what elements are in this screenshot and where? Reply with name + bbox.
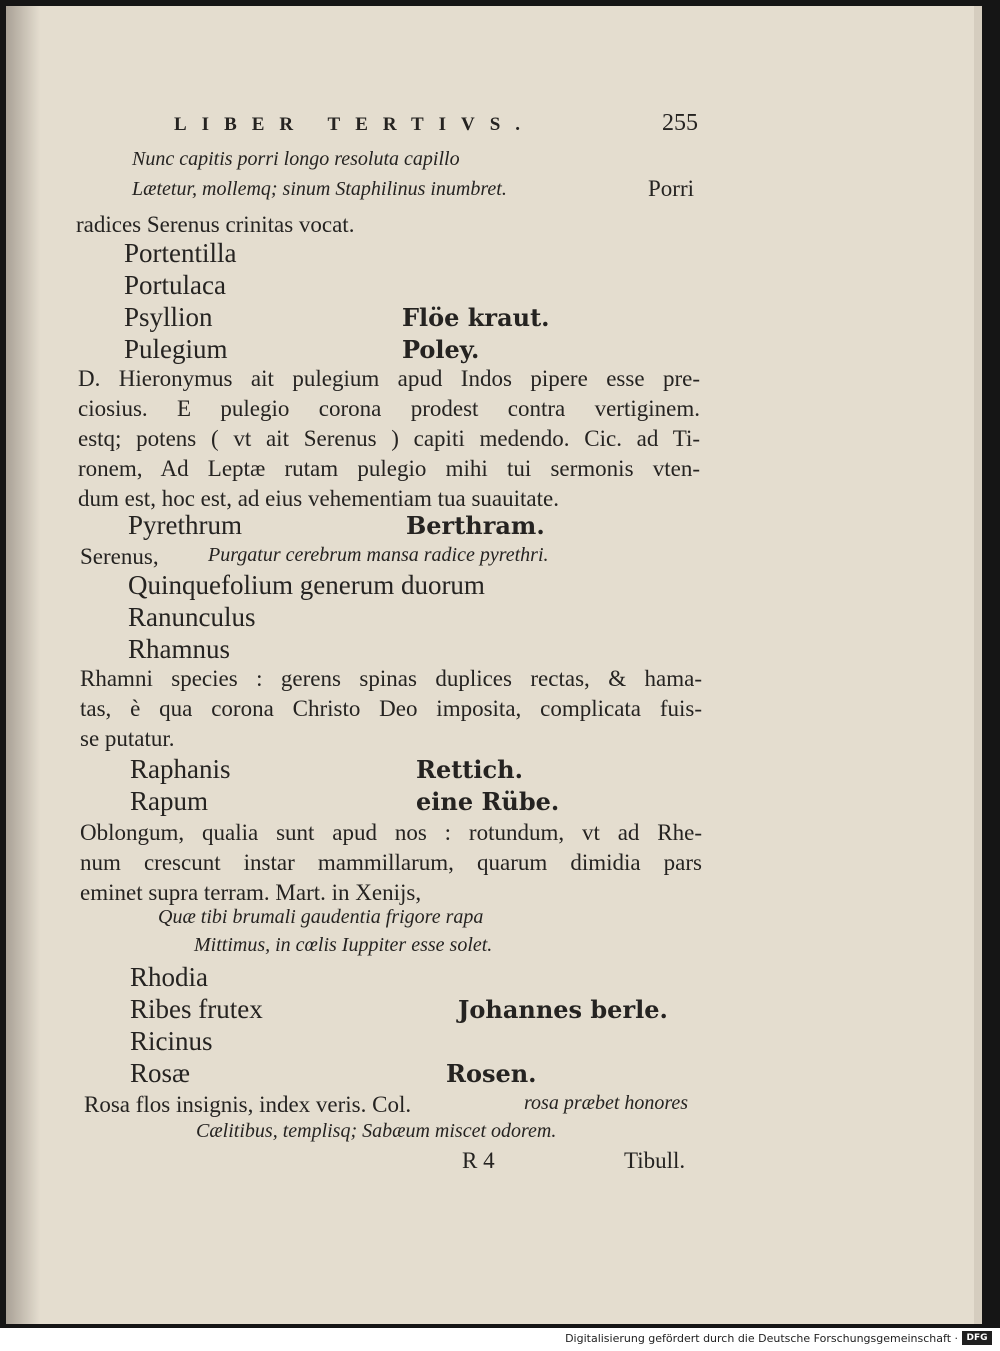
page-edge [974, 6, 982, 1324]
running-title: LIBER TERTIVS. [174, 114, 536, 135]
rosa-verse: Cælitibus, templisq; Sabæum miscet odorem. [196, 1120, 557, 1142]
dfg-logo: DFG [962, 1331, 992, 1345]
german-ribes: Johannes berle. [458, 995, 668, 1024]
para-line: dum est, hoc est, ad eius vehementiam tua suauitate. [78, 486, 559, 511]
rosa-quote: rosa præbet honores [524, 1092, 689, 1114]
german-psyllion: Flöe kraut. [402, 303, 550, 332]
para-line: ronem, Ad Leptæ rutam pulegio mihi tui sermonis vten- [78, 456, 700, 481]
lemma-ranunculus: Ranunculus [128, 602, 256, 632]
lemma-rhodia: Rhodia [130, 962, 208, 992]
para-line: estq; potens ( vt ait Serenus ) capiti medendo. Cic. ad Ti- [78, 426, 700, 451]
catchword: Tibull. [624, 1148, 686, 1173]
signature-mark: R 4 [462, 1148, 495, 1173]
lemma-ricinus: Ricinus [130, 1026, 213, 1056]
lemma-portentilla: Portentilla [124, 238, 237, 268]
lemma-rapum: Rapum [130, 786, 208, 816]
para-line: Rhamni species : gerens spinas duplices rectas, & hama- [80, 666, 702, 691]
rosa-text: Rosa flos insignis, index veris. Col. [84, 1092, 412, 1117]
lemma-pulegium: Pulegium [124, 334, 228, 364]
lemma-psyllion: Psyllion [124, 302, 213, 332]
german-rapum: eine Rübe. [416, 787, 560, 816]
para-line: D. Hieronymus ait pulegium apud Indos pipere esse pre- [78, 366, 700, 391]
lemma-pyrethrum: Pyrethrum [128, 510, 242, 540]
text-line: radices Serenus crinitas vocat. [76, 212, 355, 237]
gutter-shadow [6, 6, 40, 1324]
footer-bar [0, 1328, 1000, 1351]
para-line: eminet supra terram. Mart. in Xenijs, [80, 880, 422, 905]
funding-credit: Digitalisierung gefördert durch die Deutsche Forschungsgemeinschaft · [565, 1332, 958, 1345]
source-serenus: Serenus, [80, 544, 159, 569]
lemma-raphanis: Raphanis [130, 754, 231, 784]
para-line: se putatur. [80, 726, 175, 751]
para-line: ciosius. E pulegio corona prodest contra vertiginem. [78, 396, 700, 421]
lemma-portulaca: Portulaca [124, 270, 226, 300]
german-rosae: Rosen. [446, 1059, 537, 1088]
para-line: num crescunt instar mammillarum, quarum dimidia pars [80, 850, 702, 875]
lemma-rosae: Rosæ [130, 1058, 191, 1088]
verse-line-1: Quæ tibi brumali gaudentia frigore rapa [158, 906, 484, 928]
page-number: 255 [662, 110, 698, 136]
german-raphanis: Rettich. [416, 755, 523, 784]
lemma-ribes: Ribes frutex [130, 994, 263, 1024]
lemma-quinquefolium: Quinquefolium generum duorum [128, 570, 485, 600]
german-pyrethrum: Berthram. [406, 511, 545, 540]
margin-word: Porri [648, 176, 694, 201]
serenus-quote: Purgatur cerebrum mansa radice pyrethri. [208, 544, 549, 566]
verse-line-1: Nunc capitis porri longo resoluta capillo [132, 148, 460, 170]
verse-line-2: Mittimus, in cœlis Iuppiter esse solet. [194, 934, 493, 956]
para-line: tas, è qua corona Christo Deo imposita, complicata fuis- [80, 696, 702, 721]
german-pulegium: Poley. [402, 335, 480, 364]
lemma-rhamnus: Rhamnus [128, 634, 231, 664]
book-page [6, 6, 982, 1324]
para-line: Oblongum, qualia sunt apud nos : rotundum, vt ad Rhe- [80, 820, 702, 845]
verse-line-2: Lætetur, mollemq; sinum Staphilinus inumbret. [132, 178, 507, 200]
